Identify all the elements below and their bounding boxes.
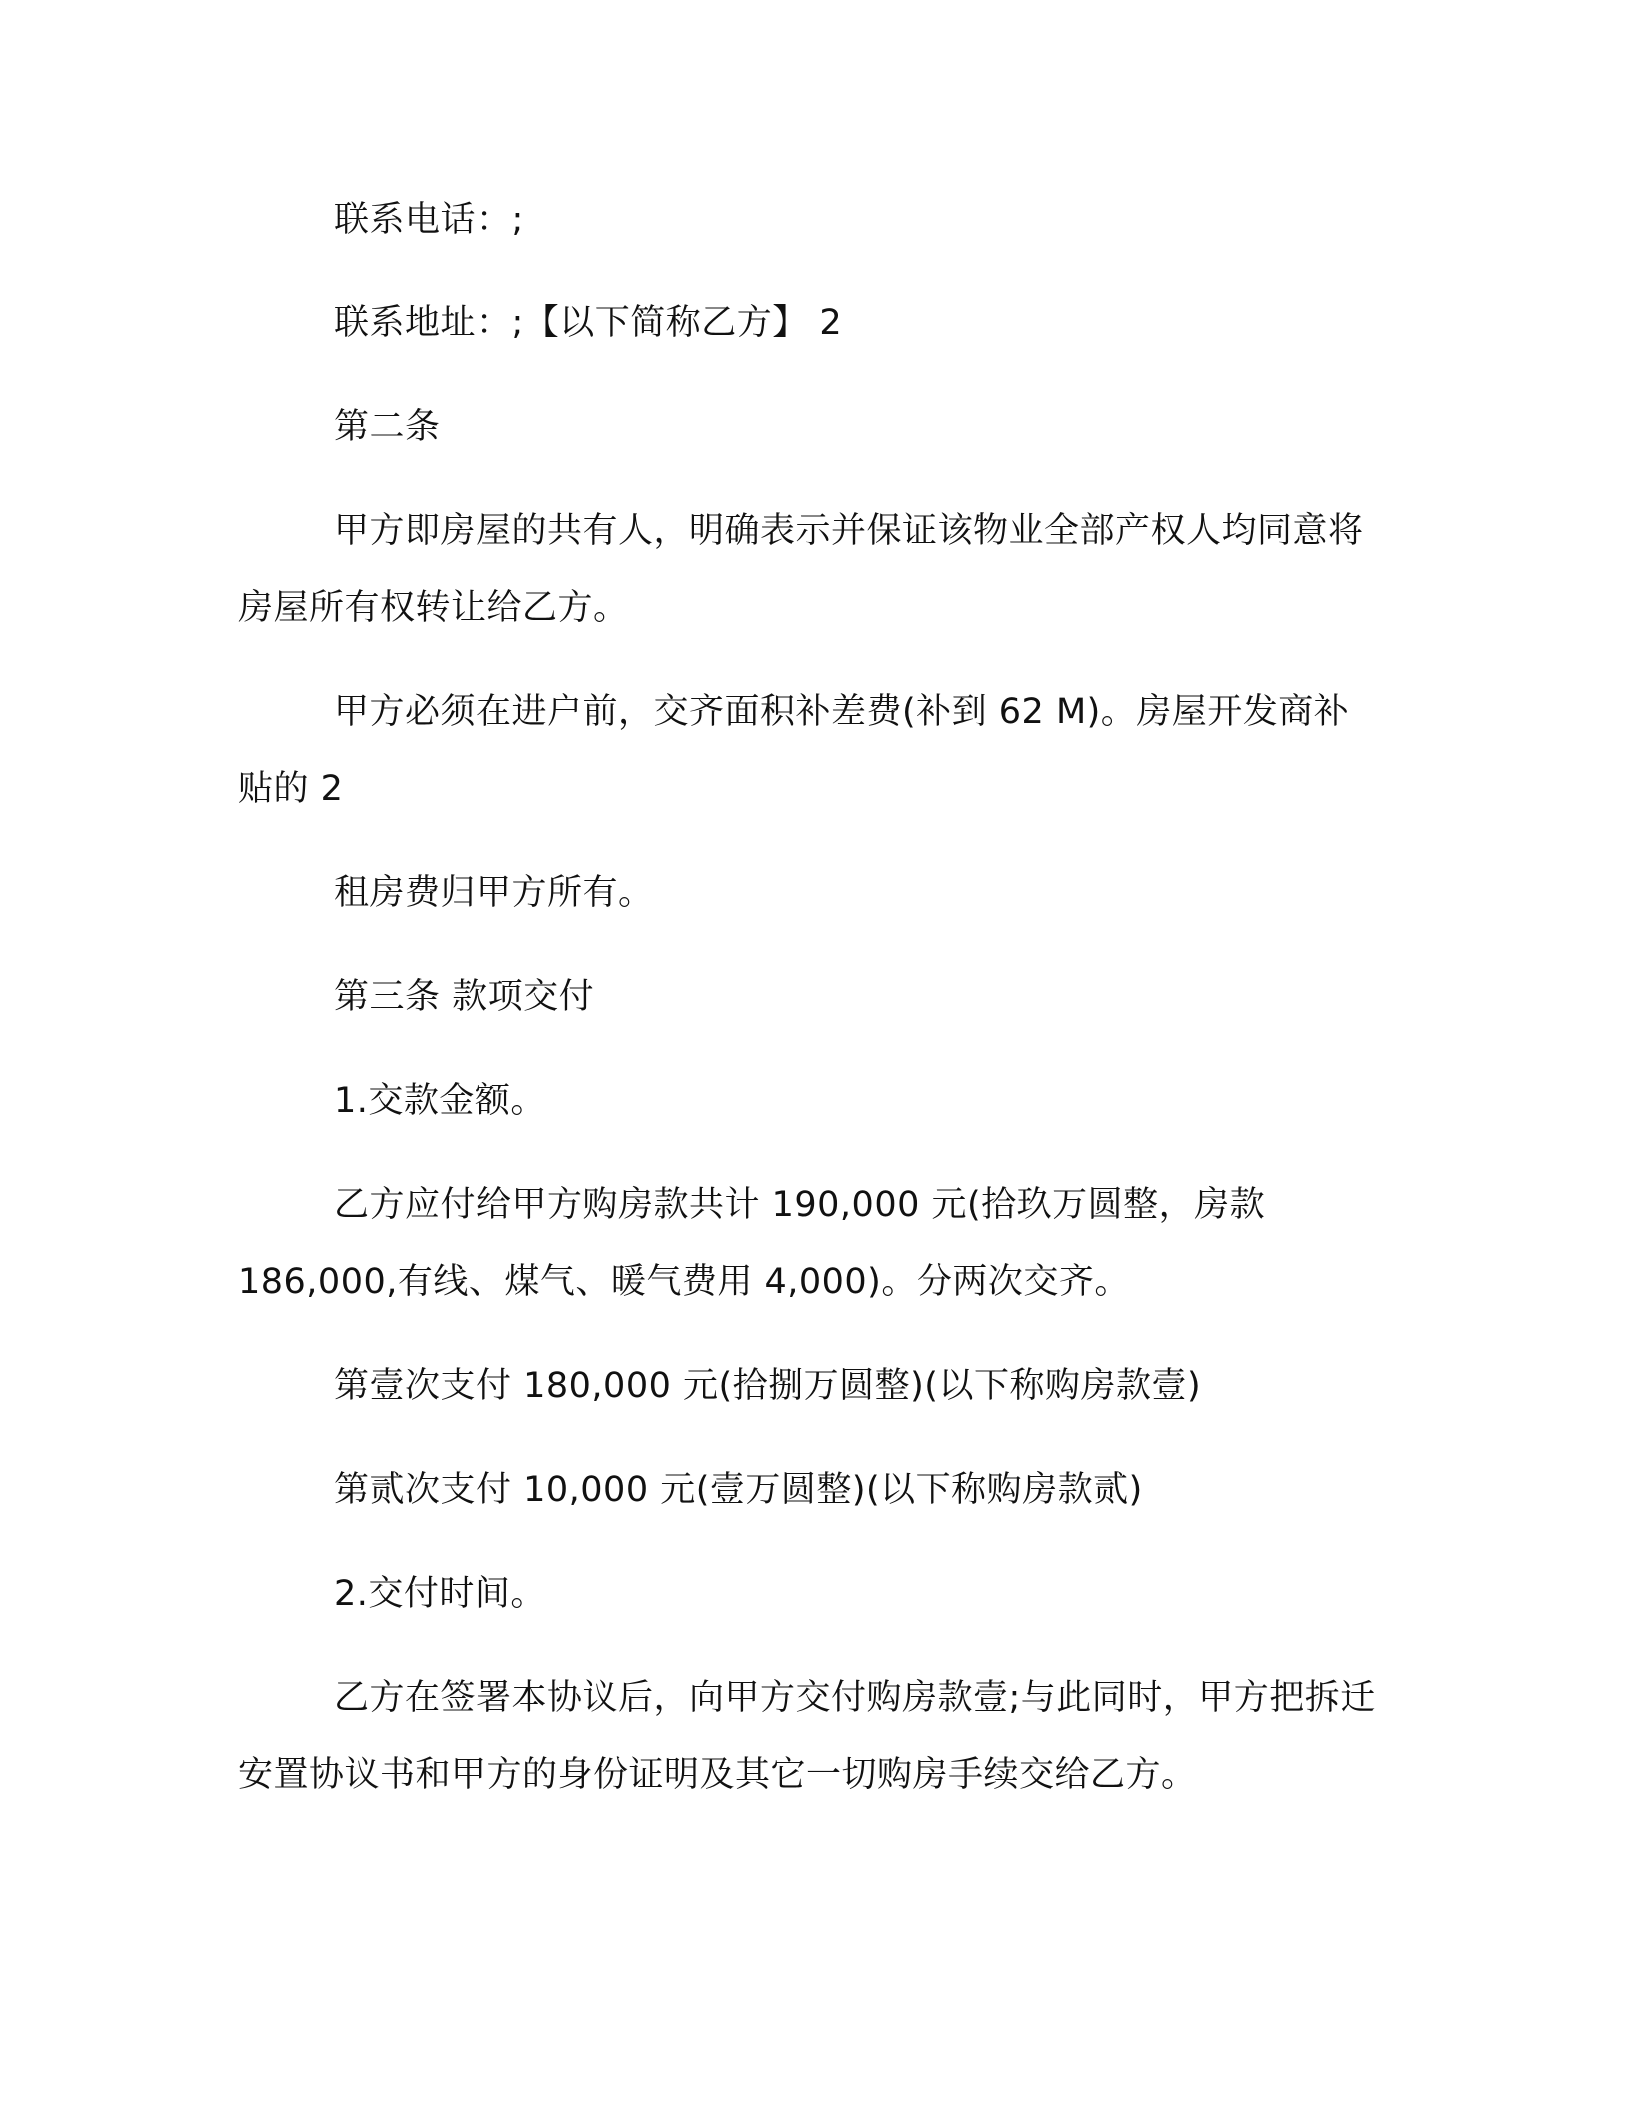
payment-amount-heading: 1.交款金额。 — [334, 1081, 546, 1121]
document-body — [238, 182, 1383, 1814]
first-payment-line: 第壹次支付 180,000 元(拾捌万圆整)(以下称购房款壹) — [334, 1366, 1202, 1406]
contact-phone-line: 联系电话：; — [334, 200, 524, 240]
contact-address-line: 联系地址：;【以下简称乙方】 2 — [334, 303, 843, 343]
article-3-heading: 第三条 款项交付 — [334, 977, 595, 1017]
payment-amount-paragraph: 乙方应付给甲方购房款共计 190,000 元(拾玖万圆整，房款 186,000,有线、煤气、暖气费用 4,000)。分两次交齐。 — [238, 1185, 1266, 1302]
article-2-paragraph-3: 租房费归甲方所有。 — [334, 873, 654, 913]
payment-time-paragraph: 乙方在签署本协议后，向甲方交付购房款壹;与此同时，甲方把拆迁安置协议书和甲方的身份证明及其它一切购房手续交给乙方。 — [238, 1678, 1376, 1795]
article-2-paragraph-1: 甲方即房屋的共有人，明确表示并保证该物业全部产权人均同意将房屋所有权转让给乙方。 — [238, 511, 1364, 628]
second-payment-line: 第贰次支付 10,000 元(壹万圆整)(以下称购房款贰) — [334, 1470, 1143, 1510]
payment-time-heading: 2.交付时间。 — [334, 1574, 546, 1614]
article-2-paragraph-2: 甲方必须在进户前，交齐面积补差费(补到 62 M)。房屋开发商补贴的 2 — [238, 692, 1350, 809]
article-2-heading: 第二条 — [334, 407, 441, 447]
